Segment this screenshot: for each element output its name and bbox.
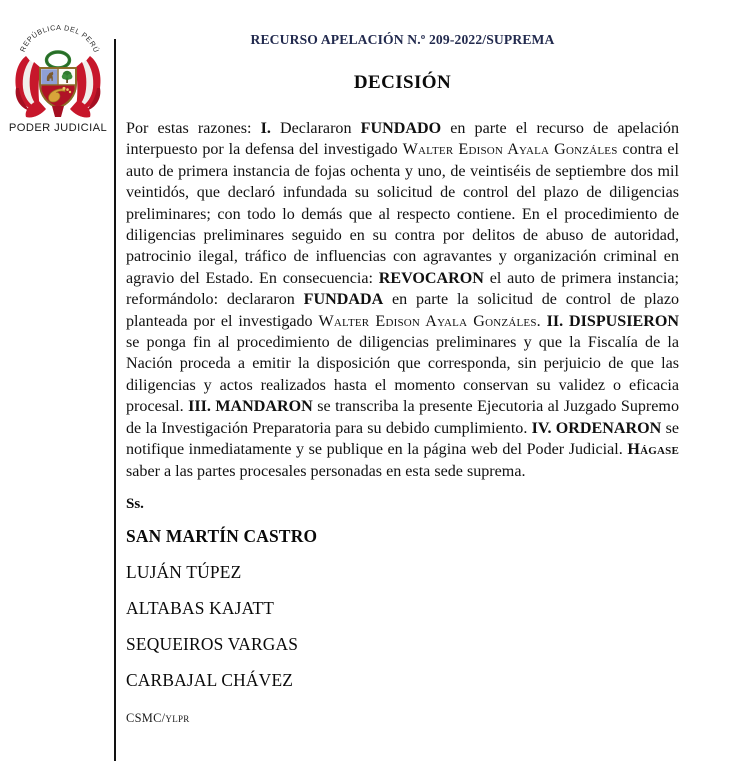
body-bold-ordenaron: IV. ORDENARON (531, 419, 662, 437)
signature-item: SEQUEIROS VARGAS (126, 633, 299, 654)
body-bold-fundado: FUNDADO (360, 120, 442, 137)
body-seg-6: en parte la solicitud de control de plazo planteada por el investigado (126, 291, 680, 330)
page-title: DECISIÓN (353, 72, 452, 93)
body-seg-4: contra el auto de primera instancia de fojas ochenta y uno, de veintiséis de septiembre dos mil veintidós, que declaró infundada su solicitud de control del plazo de diligencias preliminares; con todo lo demás que al respecto contiene. En el procedimiento de diligencias preliminares seguido en su contra por delitos de abuso de autoridad, patrocinio ilegal, tráfico de influencias con agravantes y organización criminal en agravio del Estado. En consecuencia: (126, 141, 679, 287)
body-bold-mandaron: III. MANDARON (188, 398, 313, 416)
body-bold-fundada: FUNDADA (303, 291, 384, 309)
body-seg-5: el auto de primera instancia; reformándolo: declararon (126, 269, 679, 309)
body-seg-2: Declararon (270, 120, 361, 137)
body-smallcaps-name-2: Walter Edison Ayala Gonzáles (318, 312, 537, 330)
clerk-initials-small: ylpr (165, 710, 190, 725)
clerk-initials (126, 711, 679, 726)
signature-label: Ss. (126, 495, 144, 512)
signature-list (126, 526, 679, 690)
body-seg-7: . (536, 312, 547, 330)
body-seg-10: se notifique inmediatamente y se publique en la página web del Poder Judicial. (126, 419, 679, 459)
document-content (126, 0, 679, 726)
signature-item: CARBAJAL CHÁVEZ (126, 669, 294, 690)
svg-text:REPÚBLICA DEL PERÚ: REPÚBLICA DEL PERÚ (17, 22, 102, 55)
decision-body (126, 118, 679, 482)
case-header: RECURSO APELACIÓN N.º 209-2022/SUPREMA (250, 32, 555, 47)
vertical-divider (114, 39, 116, 761)
signature-item: LUJÁN TÚPEZ (126, 561, 242, 582)
emblem-column (0, 0, 114, 772)
body-bold-i: I. (260, 120, 271, 137)
body-seg-1: Por estas razones: (126, 120, 261, 137)
body-seg-8: se ponga fin al procedimiento de diligencias preliminares y que la Fiscalía de la Nación proceda a emitir la disposición que corresponda, sin perjuicio de que las diligencias y actos realizados hasta el momento conservan su validez o eficacia procesal. (126, 334, 679, 416)
body-smallcaps-hagase: Hágase (627, 441, 679, 459)
body-bold-revocaron: REVOCARON (378, 269, 484, 287)
signature-item: ALTABAS KAJATT (126, 597, 275, 618)
body-seg-9: se transcriba la presente Ejecutoria al Juzgado Supremo de la Investigación Preparatoria para su debido cumplimiento. (126, 398, 679, 437)
body-bold-dispusieron: II. DISPUSIERON (546, 312, 680, 330)
poder-judicial-caption: PODER JUDICIAL (8, 122, 108, 134)
clerk-initials-caps: CSMC/ (126, 710, 166, 725)
body-seg-11: saber a las partes procesales personadas en esta sede suprema. (126, 462, 526, 480)
body-seg-3: en parte el recurso de apelación interpuesto por la defensa del investigado (126, 120, 679, 159)
body-smallcaps-name-1: Walter Edison Ayala Gonzáles (402, 141, 618, 159)
peru-coat-of-arms-icon (8, 18, 108, 122)
signature-item: SAN MARTÍN CASTRO (126, 525, 318, 546)
peru-coat-of-arms (8, 18, 108, 146)
